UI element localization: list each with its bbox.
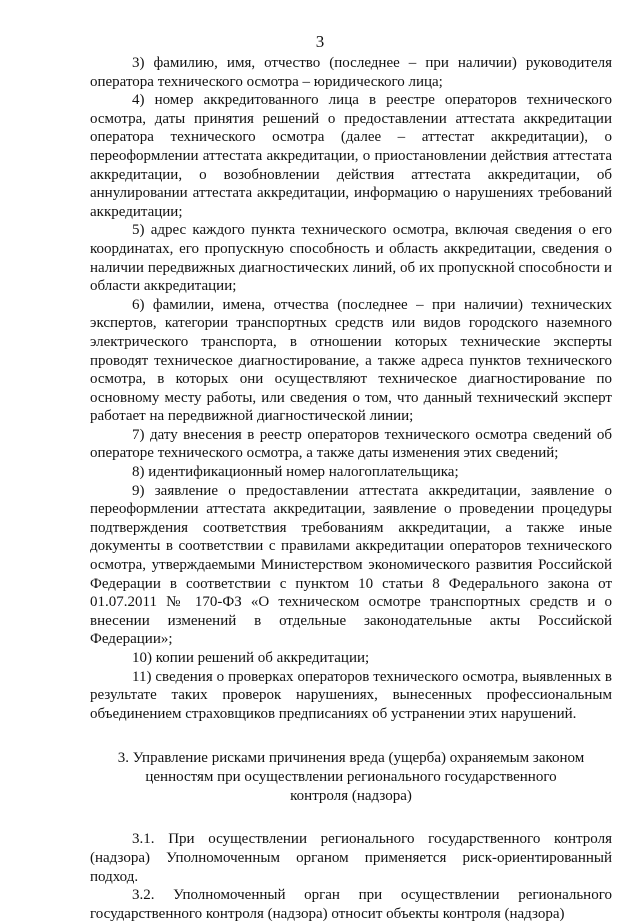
- section-heading-line: контроля (надзора): [290, 788, 412, 805]
- list-item: 6) фамилии, имена, отчества (последнее – при наличии) технических экспертов, категории транспортных средств или видов городского наземного электрического транспорта, в отношении которых технические эксперты проводят техническое диагностирование, а также адреса пунктов технического осмотра, в которых они осуществляют техническое диагностирование по основному месту работы, или сведения о том, что данный технический эксперт работает на передвижной диагностической линии;: [90, 296, 612, 425]
- section-paragraph: 3.2. Уполномоченный орган при осуществлении регионального государственного контроля (надзора) относит объекты контроля (надзора): [90, 887, 612, 922]
- page-number: 3: [315, 32, 325, 51]
- section-heading-line: ценностям при осуществлении регионального государственного: [145, 769, 557, 786]
- list-item: 10) копии решений об аккредитации;: [132, 650, 370, 666]
- document-body: [90, 54, 612, 923]
- list-item: 3) фамилию, имя, отчество (последнее – при наличии) руководителя оператора технического осмотра – юридического лица;: [90, 55, 612, 90]
- list-item: 8) идентификационный номер налогоплательщика;: [132, 464, 459, 481]
- section-paragraph: 3.1. При осуществлении регионального государственного контроля (надзора) Уполномоченным органом применяется риск-ориентированный подход.: [90, 831, 612, 885]
- list-item: 7) дату внесения в реестр операторов технического осмотра сведений об операторе технического осмотра, а также даты изменения этих сведений;: [90, 426, 612, 462]
- list-item: 9) заявление о предоставлении аттестата аккредитации, заявление о переоформлении аттестата аккредитации, заявление о проведении процедуры подтверждения соответствия требованиям аккредитации, а также иные документы в соответствии с правилами аккредитации операторов технического осмотра, утверждаемыми Министерством экономического развития Российской Федерации в соответствии с пунктом 10 статьи 8 Федерального закона от 01.07.2011 № 170-ФЗ «О техническом осмотре транспортных средств и о внесении изменений в отдельные законодательные акты Российской Федерации»;: [90, 482, 612, 648]
- list-item: 4) номер аккредитованного лица в реестре операторов технического осмотра, даты принятия решений о предоставлении аттестата аккредитации оператора технического осмотра (далее – аттестат аккредитации), о переоформлении аттестата аккредитации, о приостановлении действия аттестата аккредитации, о возобновлении действия аттестата аккредитации, об аннулировании аттестата аккредитации, информацию о нарушениях требований аккредитации;: [90, 92, 612, 220]
- section-heading-line: 3. Управление рисками причинения вреда (ущерба) охраняемым законом: [117, 750, 585, 767]
- list-item: 11) сведения о проверках операторов технического осмотра, выявленных в результате таких проверок нарушениях, вынесенных профессиональным объединением страховщиков предписаниях об устранении этих нарушений.: [90, 668, 612, 722]
- section-heading: [90, 749, 612, 806]
- list-item: 5) адрес каждого пункта технического осмотра, включая сведения о его координатах, его пропускную способность и область аккредитации, сведения о наличии передвижных диагностических линий, об их пропускной способности и области аккредитации;: [90, 222, 612, 295]
